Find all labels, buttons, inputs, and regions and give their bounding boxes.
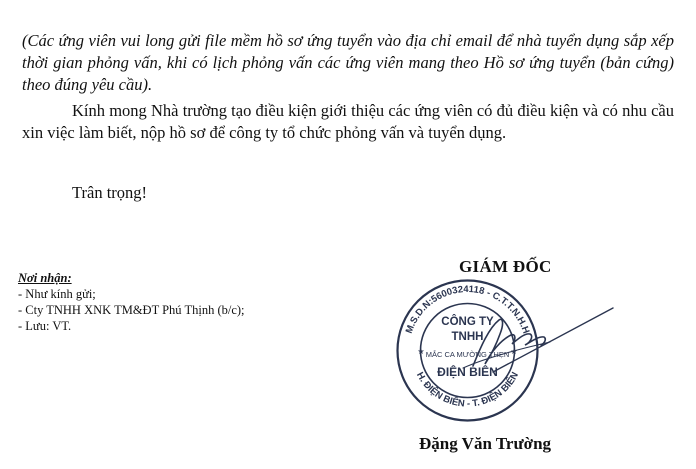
stamp-line-place: ĐIỆN BIÊN [437,365,498,379]
recipient-item: - Lưu: VT. [18,319,72,333]
recipient-item: - Như kính gửi; [18,287,96,301]
handwritten-signature [455,300,615,375]
stamp-ring-top-text: M.S.D.N:5600324118 - C.T.T.N.H.H [403,283,532,336]
signer-name: Đặng Văn Trường [419,434,552,453]
signature-stroke-tail [493,308,613,372]
recipients-block [18,270,245,334]
request-paragraph: Kính mong Nhà trường tạo điều kiện giới thiệu các ứng viên có đủ điều kiện và có nhu cầu xin việc làm biết, nộp hồ sơ để công ty tổ chức phỏng vấn và tuyển dụng. [22,101,674,142]
signature-stroke-main [473,319,545,366]
recipient-item: - Cty TNHH XNK TM&ĐT Phú Thịnh (b/c); [18,303,245,317]
recipients-heading: Nơi nhận: [18,271,72,285]
stamp-line-company: CÔNG TY [441,316,494,328]
stamp-ring-bottom-text: H. ĐIỆN BIÊN - T. ĐIỆN BIÊN [414,370,521,410]
stamp-line-type: TNHH [451,331,484,343]
stamp-line-name: MẮC CA MƯỜNG THẸN [425,350,510,359]
signer-title: GIÁM ĐỐC [459,257,552,276]
closing-line: Trân trọng! [72,183,148,202]
stamp-star-right: ★ [510,347,518,356]
note-paragraph: (Các ứng viên vui long gửi file mềm hồ sơ ứng tuyển vào địa chỉ email để nhà tuyển dụng sắp xếp thời gian phỏng vấn, khi có lịch phỏng vấn các ứng viên mang theo Hồ sơ ứng tuyển (bản cứng) theo đúng yêu cầu). [22,31,674,94]
stamp-star-left: ★ [417,347,425,356]
